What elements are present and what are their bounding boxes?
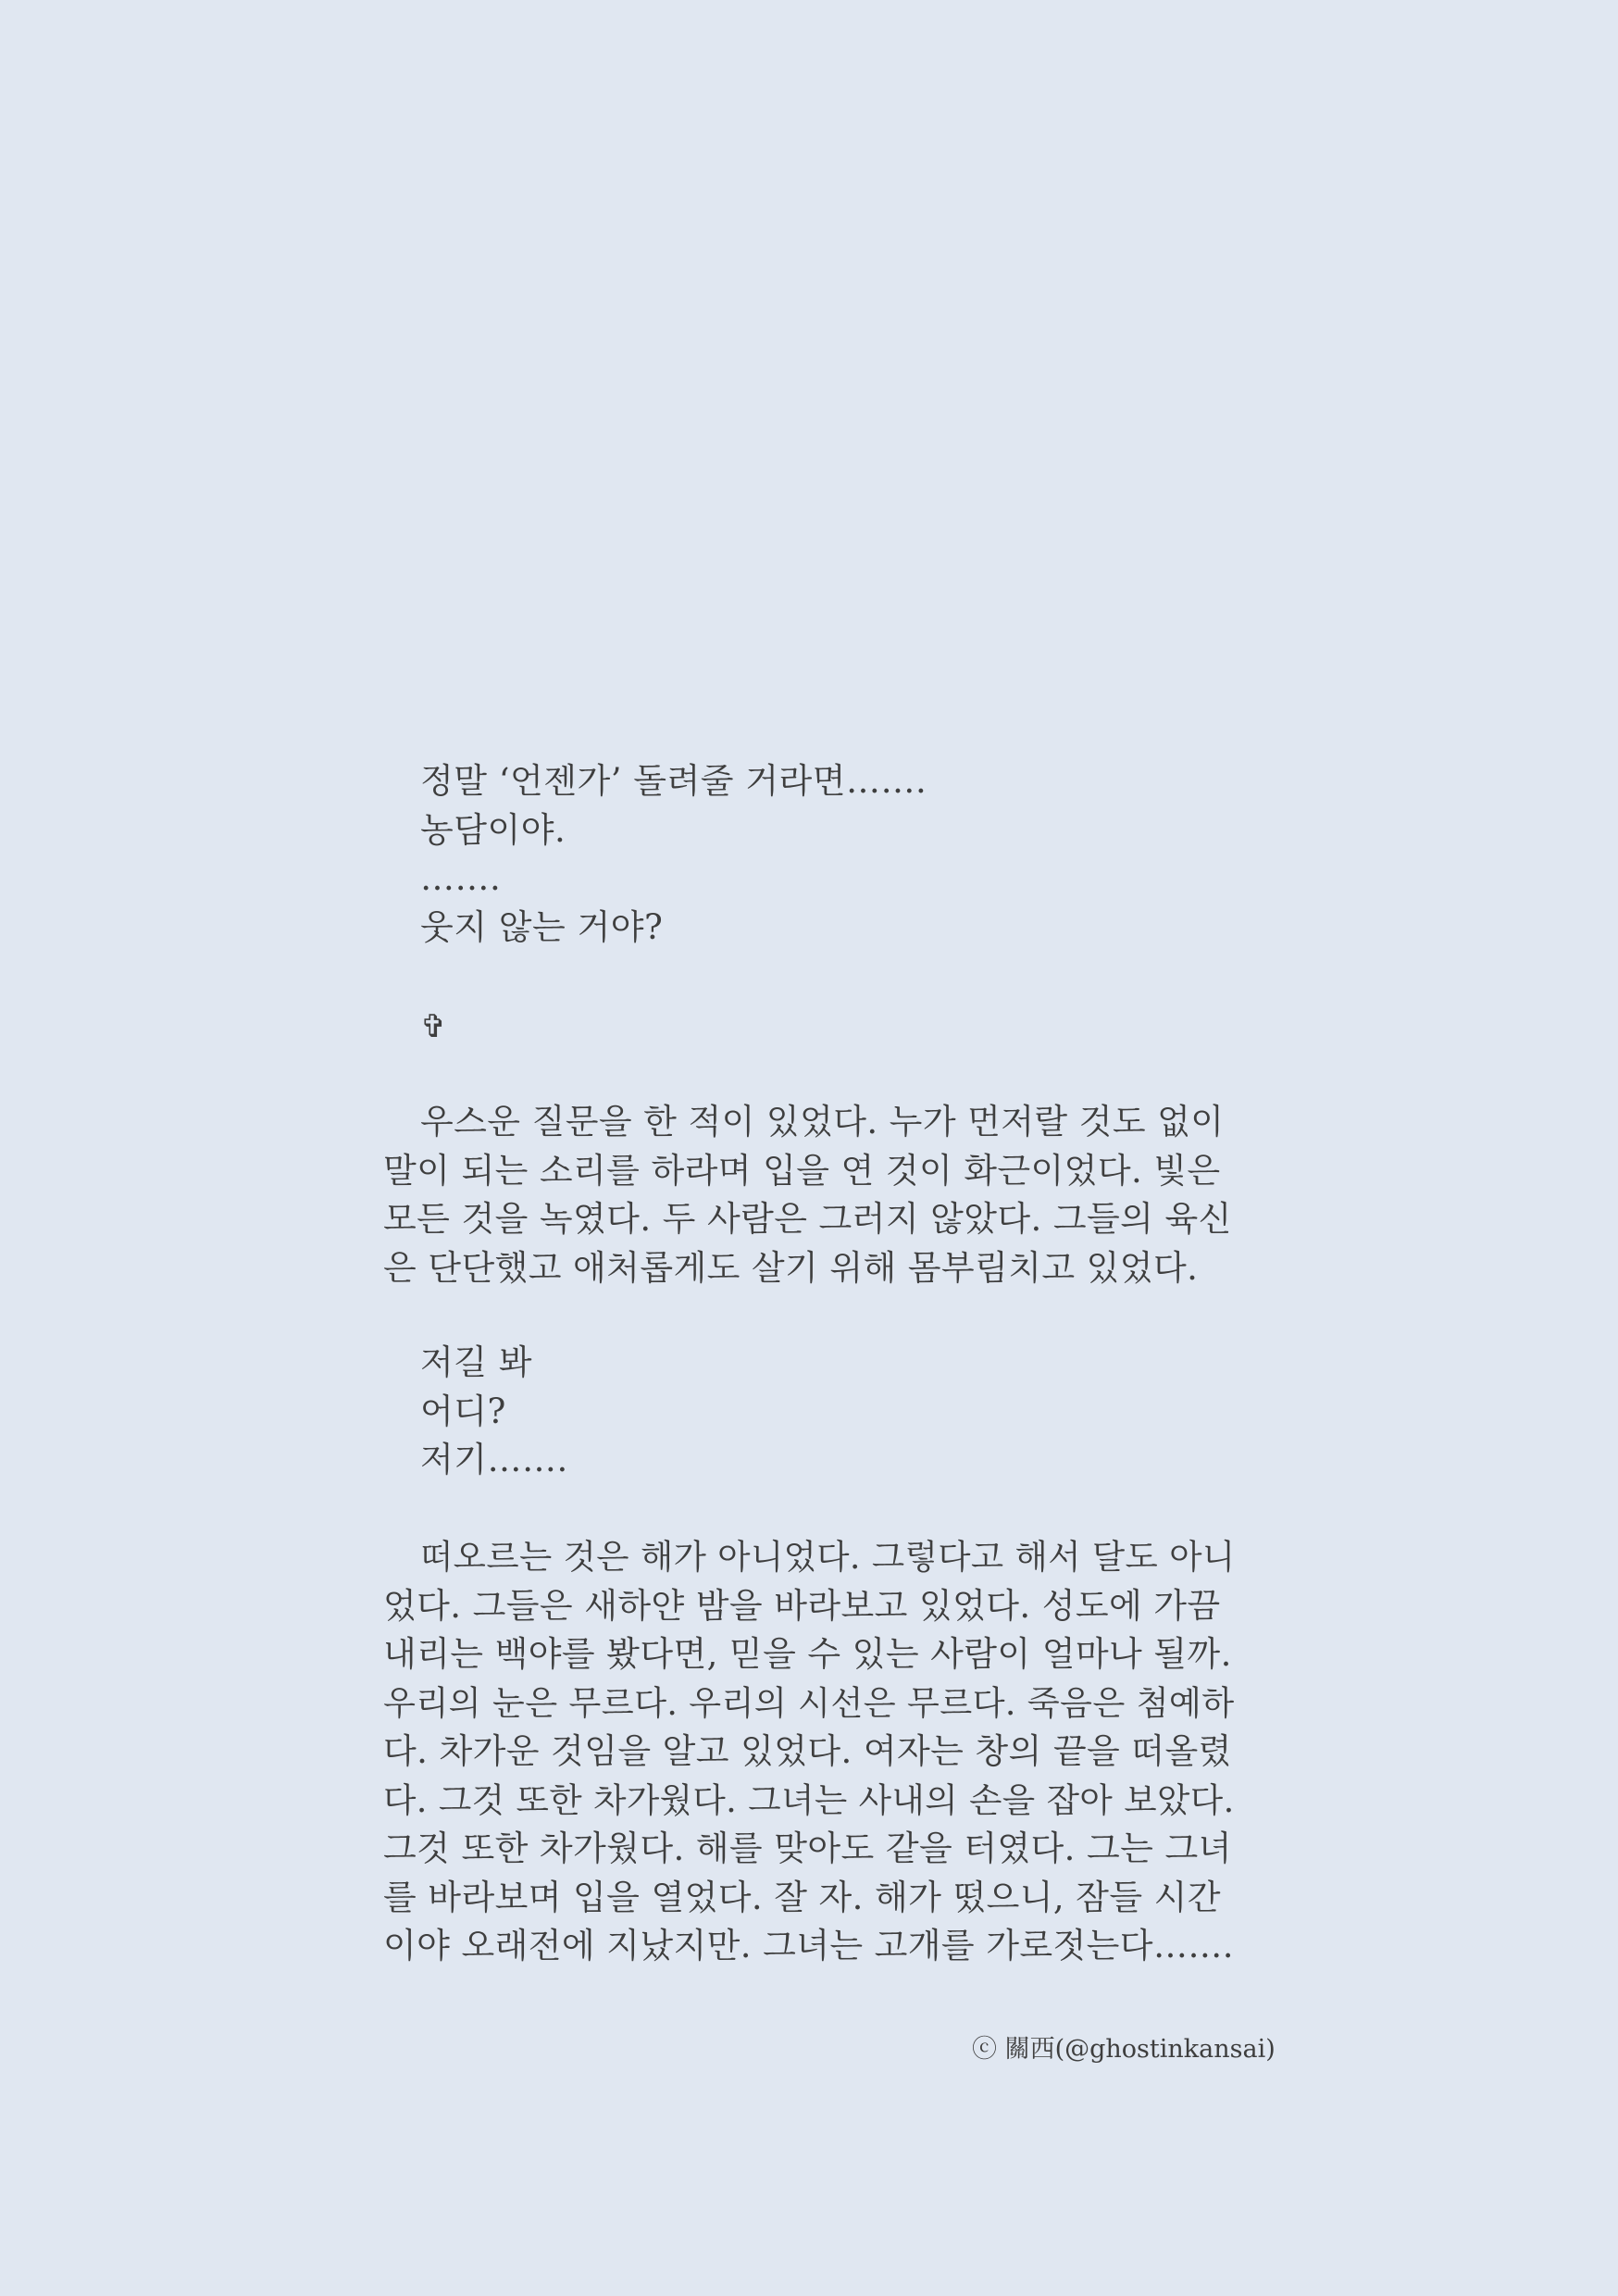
paragraph-line: 다. 그것 또한 차가웠다. 그녀는 사내의 손을 잡아 보았다. — [383, 1779, 1235, 1820]
section-separator — [383, 1003, 1235, 1051]
dialogue-line: 농담이야. — [420, 809, 566, 850]
paragraph-line — [383, 1098, 1235, 1147]
paragraph-line: 말이 되는 소리를 하라며 입을 연 것이 화근이었다. 빛은 — [383, 1150, 1221, 1191]
paragraph-line: 떠오르는 것은 해가 아니었다. 그렇다고 해서 달도 아니 — [420, 1537, 1236, 1577]
paragraph-line: 그것 또한 차가웠다. 해를 맞아도 같을 터였다. 그는 그녀 — [383, 1828, 1232, 1868]
cross-icon: ✞ — [420, 1008, 447, 1045]
paragraph-line: 를 바라보며 입을 열었다. 잘 자. 해가 떴으니, 잠들 시간 — [383, 1877, 1221, 1917]
paragraph-line: 모든 것을 녹였다. 두 사람은 그러지 않았다. 그들의 육신 — [383, 1199, 1232, 1239]
paragraph-line: 었다. 그들은 새하얀 밤을 바라보고 있었다. 성도에 가끔 — [383, 1585, 1221, 1626]
dialogue-line: 웃지 않는 거야? — [420, 906, 664, 947]
paragraph-line: 다. 차가운 것임을 알고 있었다. 여자는 창의 끝을 떠올렸 — [383, 1731, 1232, 1771]
dialogue-block-2 — [383, 1339, 1235, 1485]
copyright-credit: ⓒ 關西(@ghostinkansai) — [972, 2035, 1276, 2064]
paragraph-line: 이야 오래전에 지났지만. 그녀는 고개를 가로젓는다……. — [383, 1926, 1234, 1965]
dialogue-line: 저길 봐 — [420, 1342, 532, 1382]
dialogue-block-1 — [383, 757, 1235, 952]
dialogue-line: 어디? — [420, 1391, 506, 1431]
dialogue-line: 저기……. — [420, 1440, 568, 1479]
paragraph-line: 우리의 눈은 무르다. 우리의 시선은 무르다. 죽음은 첨예하 — [383, 1682, 1235, 1723]
dialogue-line: ……. — [420, 858, 502, 898]
paragraph-text: 우스운 질문을 한 적이 있었다. 누가 먼저랄 것도 없이 — [420, 1102, 1225, 1142]
paragraph-line: 내리는 백야를 봤다면, 믿을 수 있는 사람이 얼마나 될까. — [383, 1634, 1232, 1674]
paragraph-2 — [383, 1533, 1235, 1971]
paragraph-1 — [383, 1098, 1235, 1292]
dialogue-line: 정말 ‘언젠가’ 돌려줄 거라면……. — [420, 761, 927, 801]
paragraph-line: 은 단단했고 애처롭게도 살기 위해 몸부림치고 있었다. — [383, 1247, 1199, 1288]
